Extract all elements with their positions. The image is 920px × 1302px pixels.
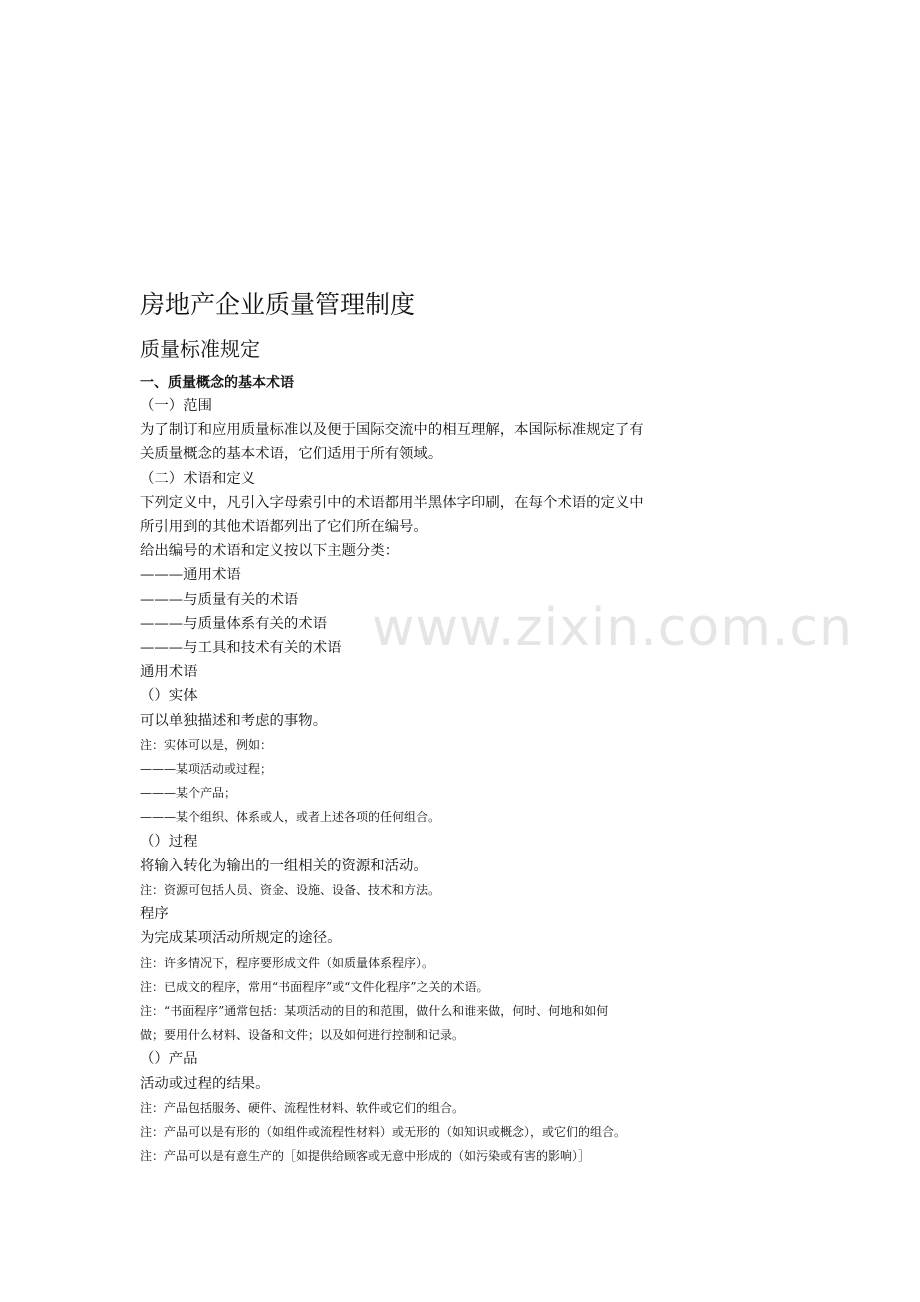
note-line: 注：已成文的程序，常用“书面程序”或“文件化程序”之关的术语。 — [140, 979, 489, 994]
note-line: ———某项活动或过程； — [140, 762, 273, 777]
document-body — [140, 286, 720, 1169]
text-line: ———与工具和技术有关的术语 — [140, 640, 342, 657]
text-line: （）过程 — [140, 833, 198, 850]
text-line: 为了制订和应用质量标准以及便于国际交流中的相互理解，本国际标准规定了有 — [140, 422, 644, 439]
document-title: 房地产企业质量管理制度 — [140, 290, 416, 319]
document-subtitle: 质量标准规定 — [140, 337, 260, 361]
text-line: 将输入转化为输出的一组相关的资源和活动。 — [140, 857, 428, 874]
document-lines — [140, 394, 720, 1169]
note-line: 注：实体可以是，例如： — [140, 737, 273, 752]
note-line: 注：许多情况下，程序要形成文件（如质量体系程序）。 — [140, 955, 435, 970]
text-line: （）实体 — [140, 688, 198, 705]
text-line: 所引用到的其他术语都列出了它们所在编号。 — [140, 519, 428, 536]
text-line: 下列定义中，凡引入字母索引中的术语都用半黑体字印刷，在每个术语的定义中 — [140, 494, 644, 511]
note-line: 注：资源可包括人员、资金、设施、设备、技术和方法。 — [140, 883, 441, 898]
note-line: ———某个产品； — [140, 786, 237, 801]
watermark: www.zixin.com.cn — [372, 598, 853, 658]
note-line: 注：“书面程序”通常包括：某项活动的目的和范围，做什么和谁来做，何时、何地和如何 — [140, 1004, 609, 1019]
text-line: ———通用术语 — [140, 567, 241, 584]
section-heading: 一、质量概念的基本术语 — [140, 375, 294, 391]
text-line: 关质量概念的基本术语，它们适用于所有领域。 — [140, 446, 443, 463]
text-line: 程序 — [140, 906, 169, 923]
text-line: ———与质量体系有关的术语 — [140, 615, 328, 632]
text-line: （二）术语和定义 — [140, 470, 256, 487]
text-line: （一）范围 — [140, 398, 212, 414]
text-line: 为完成某项活动所规定的途径。 — [140, 930, 342, 947]
text-line: 通用术语 — [140, 664, 198, 681]
note-line: 注：产品包括服务、硬件、流程性材料、软件或它们的组合。 — [140, 1100, 465, 1115]
note-line: 做；要用什么材料、设备和文件；以及如何进行控制和记录。 — [140, 1028, 465, 1043]
text-line: （）产品 — [140, 1051, 198, 1068]
note-line: 注：产品可以是有意生产的［如提供给顾客或无意中形成的（如污染或有害的影响）］ — [140, 1149, 591, 1164]
text-line: 活动或过程的结果。 — [140, 1075, 270, 1092]
note-line: ———某个组织、体系或人，或者上述各项的任何组合。 — [140, 810, 441, 825]
text-line: 给出编号的术语和定义按以下主题分类： — [140, 543, 400, 560]
text-line: 可以单独描述和考虑的事物。 — [140, 712, 328, 729]
note-line: 注：产品可以是有形的（如组件或流程性材料）或无形的（如知识或概念），或它们的组合。 — [140, 1125, 627, 1140]
text-line: ———与质量有关的术语 — [140, 591, 299, 608]
